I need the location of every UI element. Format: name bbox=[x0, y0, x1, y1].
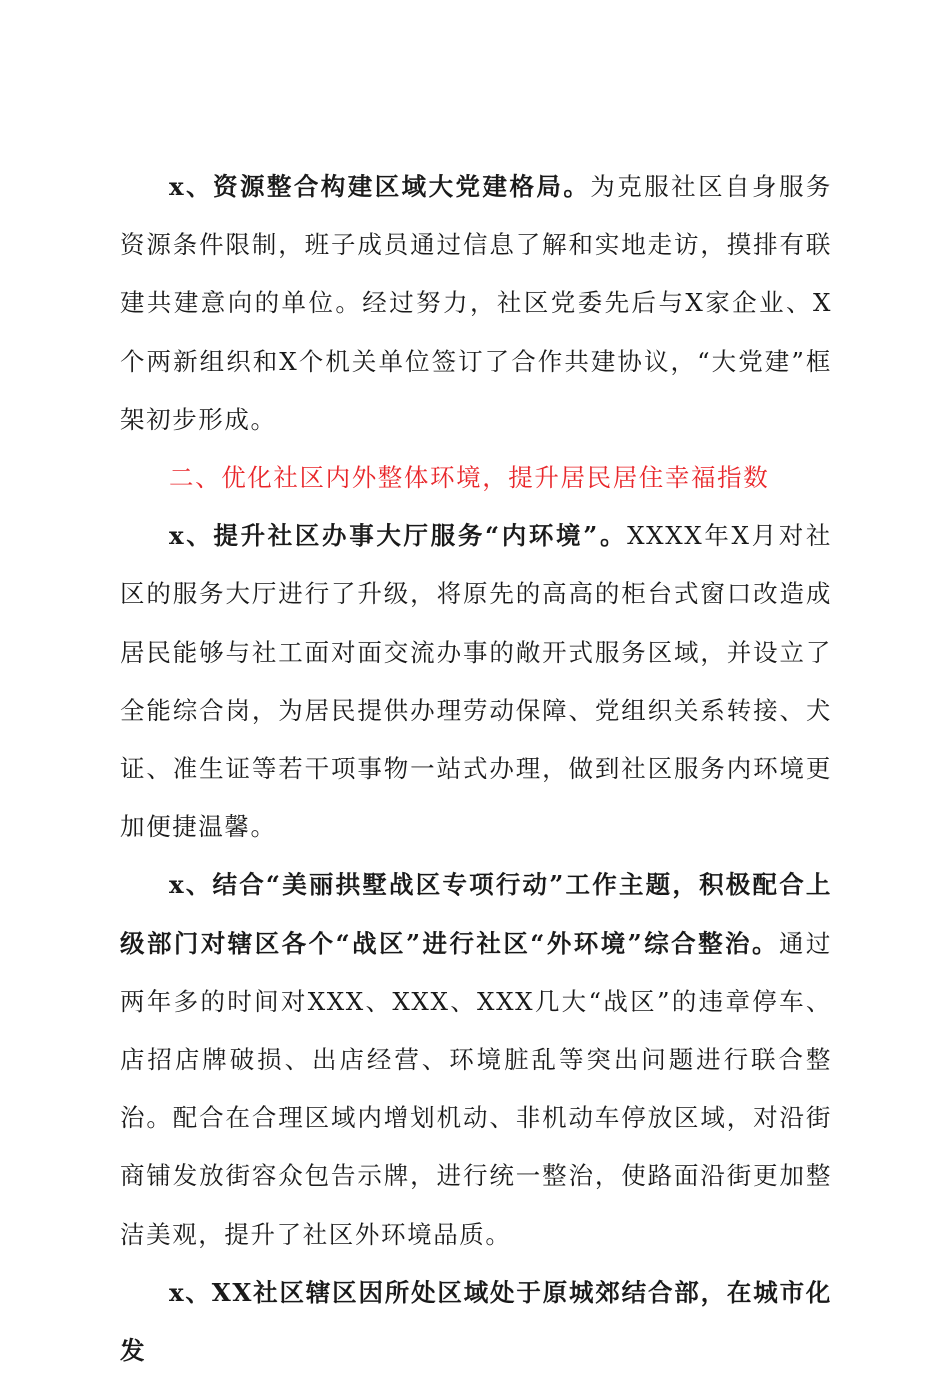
paragraph-body: 为克服社区自身服务资源条件限制，班子成员通过信息了解和实地走访，摸排有联建共建意向的单位。经过努力，社区党委先后与X家企业、X个两新组织和X个机关单位签订了合作共建协议，“大党建”框架初步形成。 bbox=[120, 172, 832, 434]
paragraph-inner-environment bbox=[120, 507, 832, 856]
paragraph-resource-integration bbox=[120, 158, 832, 449]
paragraph-body: XXXX年X月对社区的服务大厅进行了升级，将原先的高高的柜台式窗口改造成居民能够与社工面对面交流办事的敞开式服务区域，并设立了全能综合岗，为居民提供办理劳动保障、党组织关系转接、犬证、准生证等若干项事物一站式办理，做到社区服务内环境更加便捷温馨。 bbox=[120, 521, 833, 842]
paragraph-urbanization bbox=[120, 1264, 832, 1380]
document-page bbox=[120, 158, 832, 1380]
paragraph-lead: x、结合“美丽拱墅战区专项行动”工作主题，积极配合上级部门对辖区各个“战区”进行社区“外环境”综合整治。 bbox=[120, 870, 832, 958]
paragraph-lead: x、资源整合构建区域大党建格局。 bbox=[169, 172, 591, 201]
paragraph-lead: x、XX社区辖区因所处区域处于原城郊结合部，在城市化发 bbox=[120, 1277, 832, 1366]
paragraph-lead: x、提升社区办事大厅服务“内环境”。 bbox=[169, 521, 628, 551]
paragraph-body: 通过两年多的时间对XXX、XXX、XXX几大“战区”的违章停车、店招店牌破损、出店经营、环境脏乱等突出问题进行联合整治。配合在合理区域内增划机动、非机动车停放区域，对沿街商铺发放街容众包告示牌，进行统一整治，使路面沿街更加整洁美观，提升了社区外环境品质。 bbox=[120, 928, 832, 1249]
paragraph-outer-environment bbox=[120, 856, 832, 1263]
section-heading: 二、优化社区内外整体环境，提升居民居住幸福指数 bbox=[169, 463, 770, 493]
